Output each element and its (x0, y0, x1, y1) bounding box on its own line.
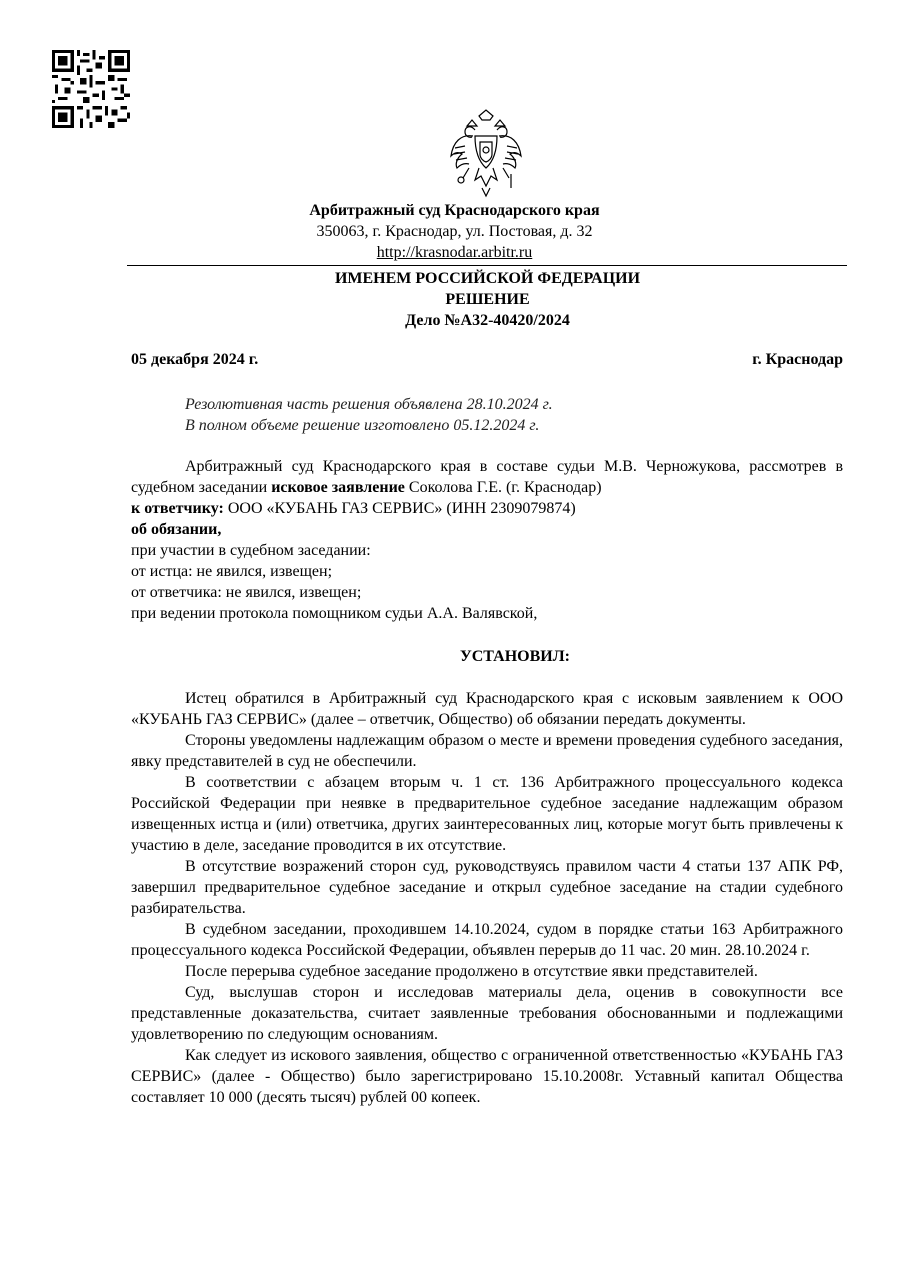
defendant-presence-line: от ответчика: не явился, извещен; (131, 584, 362, 601)
paragraph: В соответствии с абзацем вторым ч. 1 ст. 136 Арбитражного процессуального кодекса Российской Федерации при неявке в предварительное судебное заседание надлежащим образом извещенных истца и (или) ответчика, других заинтересованных лиц, которые могут быть привлечены к участию в деле, заседание проводится в их отсутствие. (131, 774, 843, 854)
plaintiff-presence-line: от истца: не явился, извещен; (131, 563, 333, 580)
court-website-link[interactable]: http://krasnodar.arbitr.ru (376, 244, 533, 261)
decision-notes (185, 394, 553, 436)
paragraph: В отсутствие возражений сторон суд, руководствуясь правилом части 4 статьи 137 АПК РФ, завершил предварительное судебное заседание и открыл судебное заседание на стадии судебного разбирательства. (131, 858, 843, 917)
full-decision-note: В полном объеме решение изготовлено 05.12.2024 г. (185, 417, 540, 434)
main-text (131, 688, 843, 1108)
paragraph: После перерыва судебное заседание продолжено в отсутствие явки представителей. (185, 963, 758, 980)
paragraph: Стороны уведомлены надлежащим образом о месте и времени проведения судебного заседания, явку представителей в суд не обеспечили. (131, 732, 843, 770)
paragraph: Истец обратился в Арбитражный суд Краснодарского края с исковым заявлением к ООО «КУБАНЬ ГАЗ СЕРВИС» (далее – ответчик, Общество) об обязании передать документы. (131, 690, 843, 728)
intro-text: Арбитражный суд Краснодарского края в составе судьи М.В. Черножукова, рассмотрев в судебном заседании (131, 458, 843, 496)
defendant-label: к ответчику: (131, 500, 224, 517)
intro-block (131, 456, 843, 624)
decision-city: г. Краснодар (752, 351, 843, 368)
decision-date: 05 декабря 2024 г. (131, 351, 259, 368)
participation-line: при участии в судебном заседании: (131, 542, 371, 559)
date-place-line (131, 351, 843, 369)
coat-of-arms-icon (445, 108, 527, 198)
claim-label: исковое заявление (271, 479, 405, 496)
paragraph: Суд, выслушав сторон и исследовав материалы дела, оценив в совокупности все представленные доказательства, считает заявленные требования обоснованными и подлежащими удовлетворению по следующим основаниям. (131, 984, 843, 1043)
case-number: Дело №А32-40420/2024 (405, 312, 570, 329)
decision-title (0, 268, 909, 331)
court-name: Арбитражный суд Краснодарского края (309, 202, 600, 219)
qr-code (52, 50, 130, 128)
paragraph: В судебном заседании, проходившем 14.10.2024, судом в порядке статьи 163 Арбитражного процессуального кодекса Российской Федерации, объявлен перерыв до 11 час. 20 мин. 28.10.2024 г. (131, 921, 843, 959)
title-decision: РЕШЕНИЕ (445, 291, 530, 308)
plaintiff-text: Соколова Г.Е. (г. Краснодар) (404, 479, 602, 496)
defendant-line (131, 498, 843, 519)
court-header (0, 200, 909, 263)
paragraph: Как следует из искового заявления, общество с ограниченной ответственностью «КУБАНЬ ГАЗ СЕРВИС» (далее - Общество) было зарегистрировано 15.10.2008г. Уставный капитал Общества составляет 10 000 (десять тысяч) рублей 00 копеек. (131, 1047, 843, 1106)
subject-line: об обязании, (131, 521, 222, 538)
defendant-value: ООО «КУБАНЬ ГАЗ СЕРВИС» (ИНН 2309079874) (223, 500, 576, 517)
header-divider (127, 265, 847, 266)
section-heading: УСТАНОВИЛ: (460, 648, 570, 665)
title-in-the-name: ИМЕНЕМ РОССИЙСКОЙ ФЕДЕРАЦИИ (334, 270, 641, 287)
resolution-announced-note: Резолютивная часть решения объявлена 28.10.2024 г. (185, 396, 553, 413)
court-address: 350063, г. Краснодар, ул. Постовая, д. 32 (316, 223, 593, 240)
protocol-line: при ведении протокола помощником судьи А.А. Валявской, (131, 605, 538, 622)
intro-paragraph (131, 456, 843, 498)
